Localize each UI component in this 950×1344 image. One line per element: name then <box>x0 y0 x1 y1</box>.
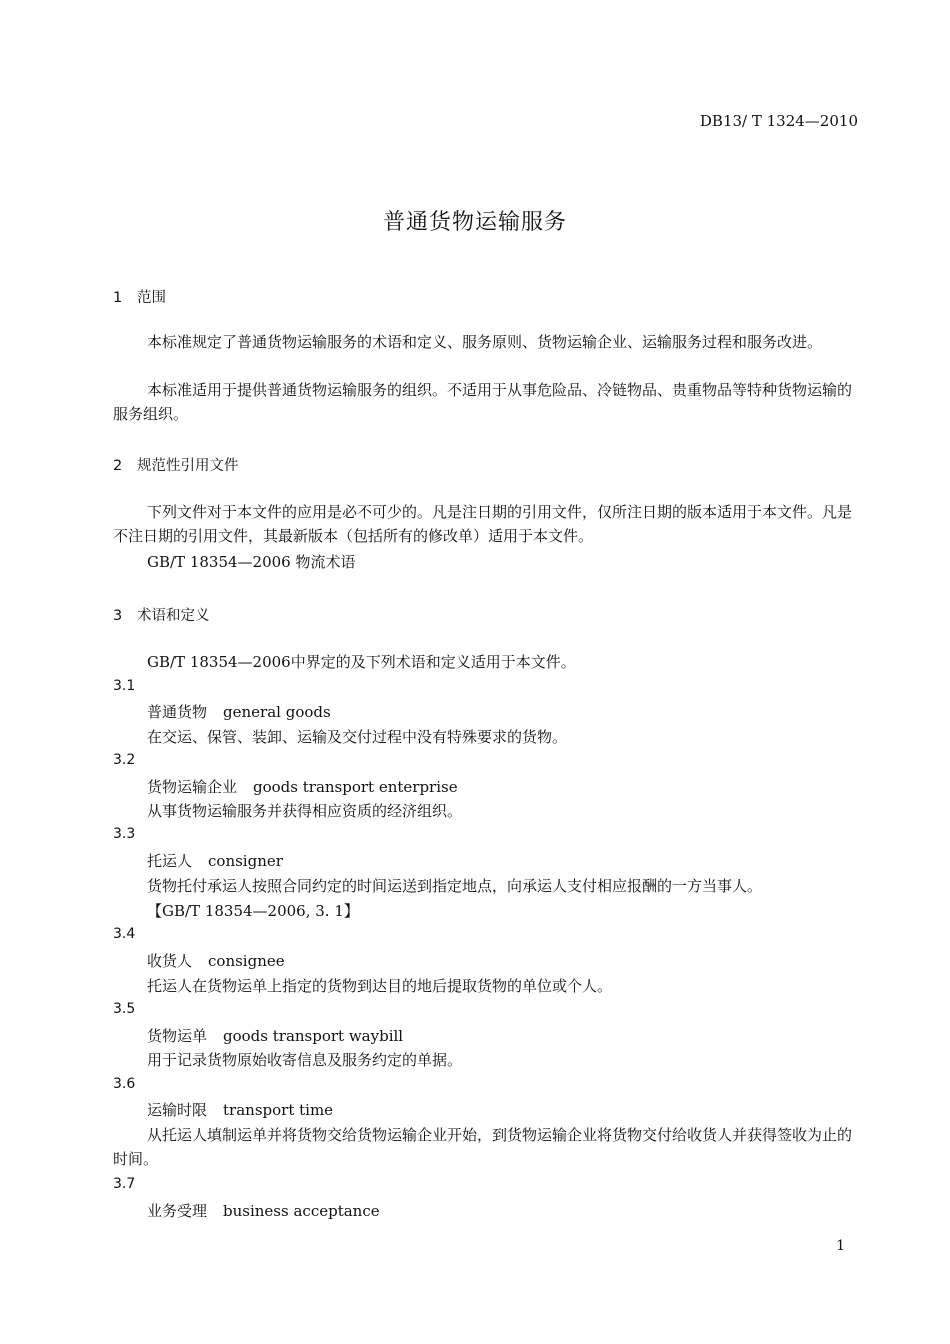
term-chinese: 货物运单 <box>147 1027 208 1045</box>
term-chinese: 运输时限 <box>147 1101 208 1119</box>
term-english: goods transport enterprise <box>253 778 458 796</box>
term-english: consignee <box>208 952 285 970</box>
scope-paragraph-1: 本标准规定了普通货物运输服务的术语和定义、服务原则、货物运输企业、运输服务过程和服务改进。 <box>147 333 823 351</box>
clause-number: 3.4 <box>113 926 136 942</box>
section-number: 3 <box>113 608 123 624</box>
references-paragraph: 下列文件对于本文件的应用是必不可少的。凡是注日期的引用文件，仅所注日期的版本适用于本文件。凡是不注日期的引用文件，其最新版本（包括所有的修改单）适用于本文件。 <box>113 503 853 545</box>
term-chinese: 普通货物 <box>147 703 208 721</box>
clause-number: 3.5 <box>113 1001 136 1017</box>
clause-number: 3.7 <box>113 1176 136 1192</box>
terms-intro: GB/T 18354—2006中界定的及下列术语和定义适用于本文件。 <box>147 653 576 671</box>
term-definition: 在交运、保管、装卸、运输及交付过程中没有特殊要求的货物。 <box>147 728 568 746</box>
term-entry <box>147 1200 380 1221</box>
term-english: business acceptance <box>223 1202 380 1220</box>
section-number: 2 <box>113 458 123 474</box>
reference-item: GB/T 18354—2006 物流术语 <box>147 553 356 571</box>
term-definition: 从托运人填制运单并将货物交给货物运输企业开始，到货物运输企业将货物交付给收货人并获得签收为止的时间。 <box>113 1126 853 1168</box>
term-entry <box>147 701 331 722</box>
document-title: 普通货物运输服务 <box>382 210 567 235</box>
clause-number: 3.1 <box>113 678 136 694</box>
term-chinese: 托运人 <box>147 852 193 870</box>
term-chinese: 业务受理 <box>147 1202 208 1220</box>
term-source: 【GB/T 18354—2006, 3. 1】 <box>147 902 359 920</box>
term-entry <box>147 1025 403 1046</box>
term-entry <box>147 776 458 797</box>
term-chinese: 货物运输企业 <box>147 778 238 796</box>
section-title: 术语和定义 <box>137 608 210 624</box>
term-english: consigner <box>208 852 283 870</box>
clause-number: 3.6 <box>113 1076 136 1092</box>
term-entry <box>147 950 285 971</box>
term-definition: 用于记录货物原始收寄信息及服务约定的单据。 <box>147 1051 463 1069</box>
section-number: 1 <box>113 290 123 306</box>
term-entry <box>147 1099 333 1120</box>
section-title: 规范性引用文件 <box>137 458 239 474</box>
term-definition: 托运人在货物运单上指定的货物到达目的地后提取货物的单位或个人。 <box>147 977 613 995</box>
section-title: 范围 <box>137 290 166 306</box>
term-definition: 从事货物运输服务并获得相应资质的经济组织。 <box>147 802 463 820</box>
term-english: general goods <box>223 703 331 721</box>
term-english: transport time <box>223 1101 334 1119</box>
clause-number: 3.2 <box>113 752 136 768</box>
clause-number: 3.3 <box>113 826 136 842</box>
section-heading-normative-references <box>113 454 239 475</box>
page-number: 1 <box>836 1238 845 1254</box>
term-entry <box>147 850 283 871</box>
term-english: goods transport waybill <box>223 1027 404 1045</box>
section-heading-terms <box>113 604 210 625</box>
document-code: DB13/ T 1324—2010 <box>699 112 858 130</box>
scope-paragraph-2: 本标准适用于提供普通货物运输服务的组织。不适用于从事危险品、冷链物品、贵重物品等特种货物运输的服务组织。 <box>113 381 853 423</box>
section-heading-scope <box>113 286 166 307</box>
term-chinese: 收货人 <box>147 952 193 970</box>
term-definition: 货物托付承运人按照合同约定的时间运送到指定地点，向承运人支付相应报酬的一方当事人。 <box>147 877 763 895</box>
